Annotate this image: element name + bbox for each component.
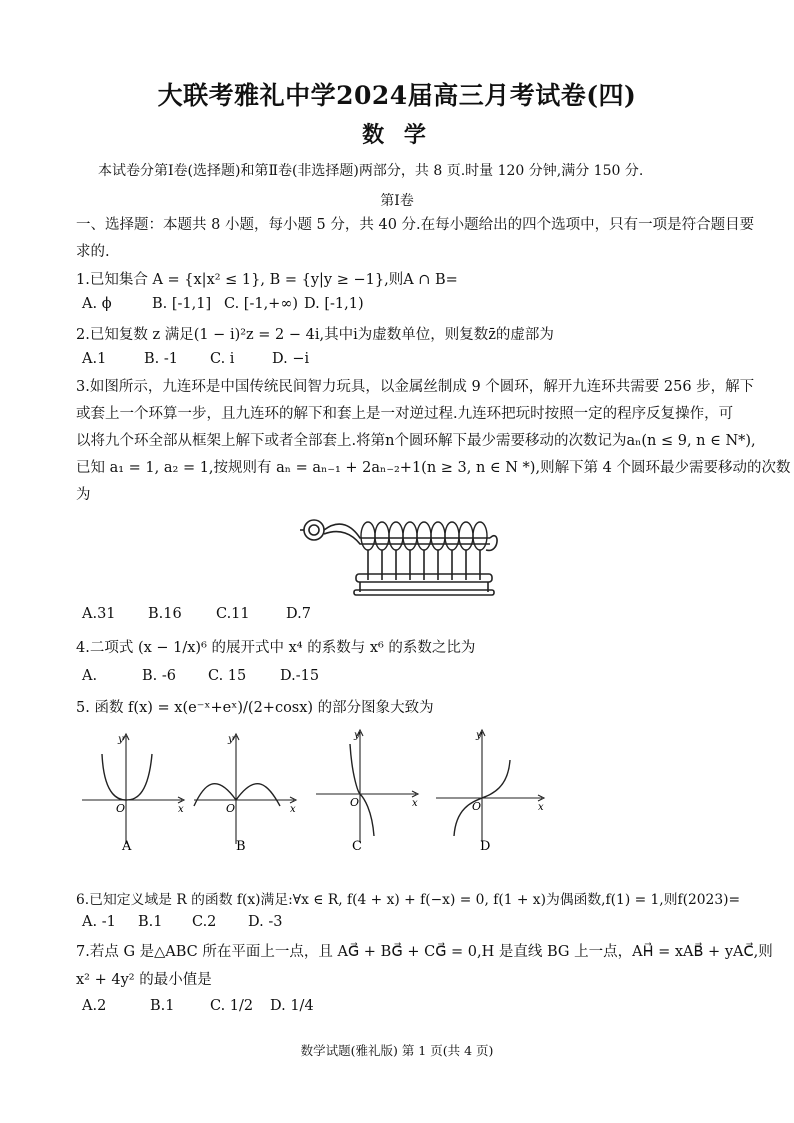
ring-coils [361, 522, 487, 550]
question-3-line4: 已知 a₁ = 1, a₂ = 1,按规则有 aₙ = aₙ₋₁ + 2aₙ₋₂+1(n ≥ 3, n ∈ N *),则解下第 4 个圆环最少需要移动的次数 [76, 460, 791, 476]
question-3-options [82, 606, 311, 622]
question-7-line2: x² + 4y² 的最小值是 [76, 972, 212, 988]
question-3-line2: 或套上一个环算一步，且九连环的解下和套上是一对逆过程.九连环把玩时按照一定的程序反复操作，可 [76, 406, 734, 422]
q7-option-a[interactable]: A.2 [82, 998, 107, 1014]
q1-option-a[interactable]: A. ϕ [82, 296, 112, 312]
exam-title: 大联考雅礼中学2024届高三月考试卷(四) [157, 81, 637, 110]
q2-option-b[interactable]: B. -1 [144, 351, 178, 367]
question-3-line5: 为 [76, 487, 91, 503]
question-3-line3: 以将九个环全部从框架上解下或者全部套上.将第n个圆环解下最少需要移动的次数记为aₙ(n ≤ 9, n ∈ N*), [76, 433, 756, 449]
graph-a-origin: O [116, 802, 126, 815]
q3-option-a[interactable]: A.31 [82, 606, 116, 622]
q7-option-c[interactable]: C. 1/2 [210, 998, 254, 1014]
question-7-options [82, 998, 314, 1014]
question-1-options [82, 296, 364, 312]
graph-d-y-label: y [476, 730, 482, 741]
graph-b-label: B [236, 839, 246, 852]
graph-a-x-label: x [178, 804, 184, 815]
q2-option-c[interactable]: C. i [210, 351, 235, 367]
graph-d-origin: O [472, 800, 482, 813]
part-heading: 第Ⅰ卷 [380, 193, 414, 209]
q4-option-c[interactable]: C. 15 [208, 668, 247, 684]
graph-d-x-label: x [538, 802, 544, 813]
graph-c-x-label: x [412, 798, 418, 809]
graph-option-a[interactable] [78, 728, 190, 852]
q1-option-c[interactable]: C. [-1,+∞) [224, 296, 299, 312]
section-instructions-line1: 一、选择题：本题共 8 小题，每小题 5 分，共 40 分.在每小题给出的四个选项中，只有一项是符合题目要 [76, 217, 755, 233]
q6-option-a[interactable]: A. -1 [82, 914, 116, 930]
graph-option-c[interactable] [312, 726, 424, 852]
q1-option-d[interactable]: D. [-1,1) [304, 296, 364, 312]
nine-rings-illustration [300, 508, 500, 600]
graph-a-y-label: y [118, 734, 124, 745]
question-6-stem: 6.已知定义域是 R 的函数 f(x)满足:∀x ∈ R, f(4 + x) + f(−x) = 0, f(1 + x)为偶函数,f(1) = 1,则f(2023)= [76, 892, 741, 908]
q6-option-d[interactable]: D. -3 [248, 914, 283, 930]
question-2-stem: 2.已知复数 z 满足(1 − i)²z = 2 − 4i,其中i为虚数单位，则复数z̄的虚部为 [76, 327, 554, 343]
q3-option-b[interactable]: B.16 [148, 606, 182, 622]
question-7-line1: 7.若点 G 是△ABC 所在平面上一点，且 AG⃗ + BG⃗ + CG⃗ = 0,H 是直线 BG 上一点，AH⃗ = xAB⃗ + yAC⃗,则 [76, 944, 773, 960]
subject-title: 数 学 [362, 122, 432, 148]
q3-option-c[interactable]: C.11 [216, 606, 250, 622]
graph-c-origin: O [350, 796, 360, 809]
graph-d-label: D [480, 839, 491, 852]
graph-option-d[interactable] [432, 726, 548, 852]
q1-option-b[interactable]: B. [-1,1] [152, 296, 212, 312]
graph-b-y-label: y [228, 734, 234, 745]
q4-option-d[interactable]: D.-15 [280, 668, 320, 684]
question-6-options [82, 914, 282, 930]
graph-a-label: A [122, 839, 132, 852]
ring-posts [368, 550, 480, 580]
page-footer: 数学试题(雅礼版) 第 1 页(共 4 页) [300, 1043, 494, 1058]
question-1-stem: 1.已知集合 A = {x|x² ≤ 1}, B = {y|y ≥ −1},则A ∩ B= [76, 272, 458, 288]
graph-c-y-label: y [354, 730, 360, 741]
question-3-line1: 3.如图所示，九连环是中国传统民间智力玩具，以金属丝制成 9 个圆环，解开九连环共需要 256 步，解下 [76, 379, 755, 395]
q7-option-d[interactable]: D. 1/4 [270, 998, 314, 1014]
q6-option-c[interactable]: C.2 [192, 914, 217, 930]
q2-option-d[interactable]: D. −i [272, 351, 310, 367]
question-4-stem: 4.二项式 (x − 1/x)⁶ 的展开式中 x⁴ 的系数与 x⁶ 的系数之比为 [76, 640, 476, 656]
q4-option-a[interactable]: A. [82, 668, 98, 684]
question-2-options [82, 351, 309, 367]
question-5-stem: 5. 函数 f(x) = x(e⁻ˣ+eˣ)/(2+cosx) 的部分图象大致为 [76, 700, 434, 716]
q7-option-b[interactable]: B.1 [150, 998, 175, 1014]
graph-c-label: C [352, 839, 362, 852]
graph-option-b[interactable] [190, 728, 302, 852]
graph-b-origin: O [226, 802, 236, 815]
q4-option-b[interactable]: B. -6 [142, 668, 176, 684]
q2-option-a[interactable]: A.1 [82, 351, 107, 367]
exam-intro: 本试卷分第Ⅰ卷(选择题)和第Ⅱ卷(非选择题)两部分，共 8 页.时量 120 分钟,满分 150 分. [98, 163, 644, 179]
q6-option-b[interactable]: B.1 [138, 914, 163, 930]
q3-option-d[interactable]: D.7 [286, 606, 311, 622]
question-4-options [82, 668, 319, 684]
graph-b-x-label: x [290, 804, 296, 815]
section-instructions-line2: 求的. [76, 244, 110, 260]
